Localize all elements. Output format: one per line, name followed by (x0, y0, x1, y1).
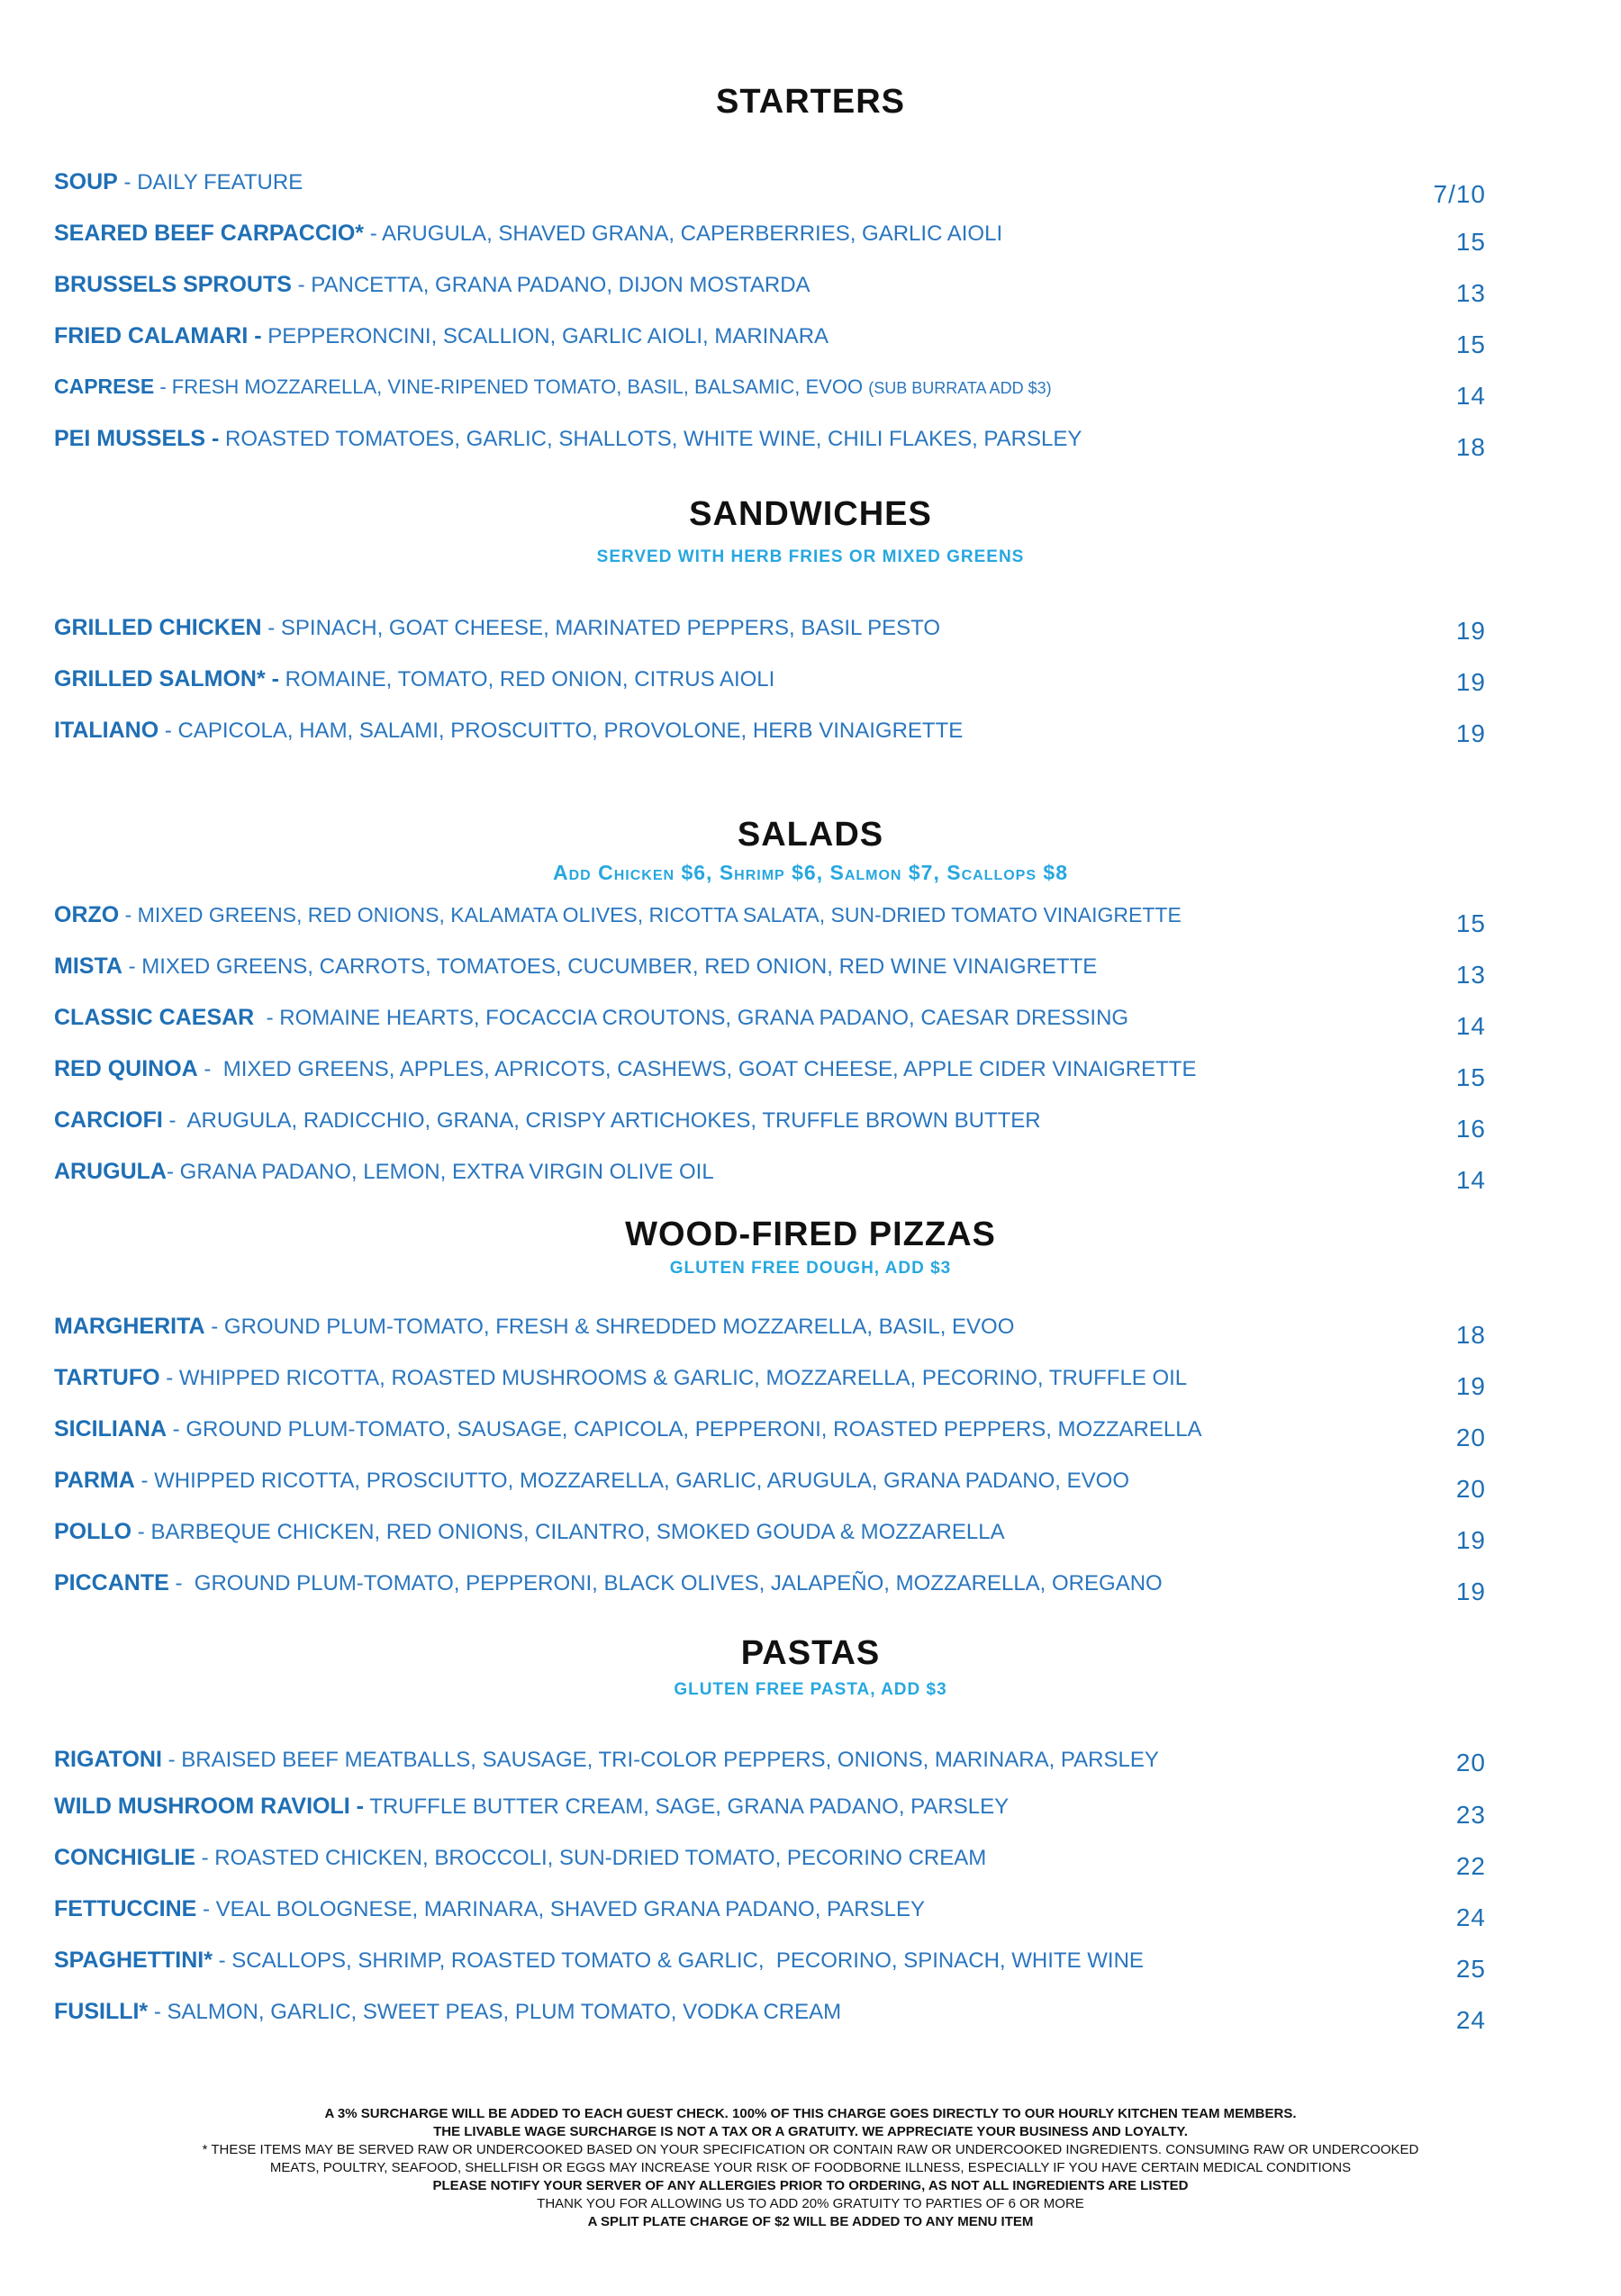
menu-item-red-quinoa (54, 1056, 1486, 1092)
item-price: 25 (1455, 1955, 1486, 1983)
item-price: 15 (1455, 330, 1486, 358)
menu-item-classic-caesar (54, 1005, 1486, 1041)
item-desc: - MIXED GREENS, CARROTS, TOMATOES, CUCUMBER, RED ONION, RED WINE VINAIGRETTE (122, 954, 1098, 979)
menu-item-italiano (54, 718, 1486, 754)
item-desc: - GRANA PADANO, LEMON, EXTRA VIRGIN OLIVE OIL (167, 1160, 714, 1184)
item-name: CONCHIGLIE (54, 1845, 195, 1870)
section-title-starters: STARTERS (716, 83, 905, 121)
gratuity-notice: THANK YOU FOR ALLOWING US TO ADD 20% GRATUITY TO PARTIES OF 6 OR MORE (537, 2196, 1084, 2211)
item-desc: - DAILY FEATURE (117, 170, 303, 194)
item-name: ARUGULA (54, 1159, 167, 1184)
item-price: 15 (1455, 1063, 1486, 1091)
item-name: BRUSSELS SPROUTS (54, 272, 292, 297)
item-price: 19 (1455, 1372, 1486, 1400)
menu-footer-notices (0, 2105, 1621, 2231)
section-title-pizzas: WOOD-FIRED PIZZAS (625, 1216, 996, 1253)
item-name: PARMA (54, 1468, 135, 1493)
menu-item-pollo (54, 1519, 1486, 1555)
item-note: (SUB BURRATA ADD $3) (868, 379, 1052, 397)
item-name: PEI MUSSELS - (54, 426, 220, 451)
menu-item-fusilli (54, 1999, 1486, 2035)
section-subtitle-sandwiches: SERVED WITH HERB FRIES OR MIXED GREENS (596, 547, 1025, 566)
item-price: 18 (1455, 433, 1486, 461)
item-price: 13 (1455, 279, 1486, 307)
item-name: SEARED BEEF CARPACCIO* (54, 221, 365, 246)
item-price: 16 (1455, 1115, 1486, 1143)
menu-item-seared-beef-carpaccio (54, 221, 1486, 257)
item-desc: - BRAISED BEEF MEATBALLS, SAUSAGE, TRI-COLOR PEPPERS, ONIONS, MARINARA, PARSLEY (161, 1748, 1159, 1772)
item-desc: - ARUGULA, RADICCHIO, GRANA, CRISPY ARTICHOKES, TRUFFLE BROWN BUTTER (162, 1108, 1041, 1133)
item-price: 19 (1455, 719, 1486, 747)
item-price: 20 (1455, 1475, 1486, 1503)
item-name: FUSILLI* (54, 1999, 149, 2024)
item-desc: - SCALLOPS, SHRIMP, ROASTED TOMATO & GARLIC, PECORINO, SPINACH, WHITE WINE (212, 1948, 1144, 1973)
item-desc: - GROUND PLUM-TOMATO, PEPPERONI, BLACK OLIVES, JALAPEÑO, MOZZARELLA, OREGANO (168, 1571, 1163, 1595)
menu-item-soup (54, 169, 1486, 208)
raw-food-warning: * THESE ITEMS MAY BE SERVED RAW OR UNDERCOOKED BASED ON YOUR SPECIFICATION OR CONTAIN RAW OR UNDERCOOKED INGREDIENTS. CONSUMING RAW OR UNDERCOOKED (202, 2142, 1419, 2157)
menu-item-piccante (54, 1570, 1486, 1606)
item-name: RIGATONI (54, 1747, 162, 1772)
item-name: CLASSIC CAESAR (54, 1005, 255, 1030)
item-desc: - MIXED GREENS, APPLES, APRICOTS, CASHEWS, GOAT CHEESE, APPLE CIDER VINAIGRETTE (197, 1057, 1197, 1081)
item-price: 24 (1455, 2006, 1486, 2034)
item-price: 19 (1455, 1577, 1486, 1605)
raw-food-warning-cont: MEATS, POULTRY, SEAFOOD, SHELLFISH OR EGGS MAY INCREASE YOUR RISK OF FOODBORNE ILLNESS, ESPECIALLY IF YOU HAVE CERTAIN MEDICAL CONDITIONS (269, 2160, 1352, 2175)
menu-item-tartufo (54, 1365, 1486, 1401)
item-name: CAPRESE (54, 375, 155, 398)
item-name: ITALIANO (54, 718, 159, 743)
item-desc: - PANCETTA, GRANA PADANO, DIJON MOSTARDA (291, 273, 810, 297)
item-desc: - BARBEQUE CHICKEN, RED ONIONS, CILANTRO, SMOKED GOUDA & MOZZARELLA (131, 1520, 1005, 1544)
section-title-pastas: PASTAS (740, 1634, 881, 1672)
menu-item-spaghettini (54, 1948, 1486, 1984)
item-price: 18 (1455, 1321, 1486, 1349)
surcharge-disclaimer: THE LIVABLE WAGE SURCHARGE IS NOT A TAX OR A GRATUITY. WE APPRECIATE YOUR BUSINESS AND LOYALTY. (433, 2124, 1188, 2139)
menu-item-wild-mushroom-ravioli (54, 1794, 1486, 1830)
item-name: WILD MUSHROOM RAVIOLI - (54, 1794, 364, 1819)
section-title-salads: SALADS (737, 816, 884, 854)
item-desc: - ROMAINE HEARTS, FOCACCIA CROUTONS, GRANA PADANO, CAESAR DRESSING (254, 1006, 1129, 1030)
allergy-notice: PLEASE NOTIFY YOUR SERVER OF ANY ALLERGIES PRIOR TO ORDERING, AS NOT ALL INGREDIENTS ARE LISTED (432, 2178, 1189, 2193)
menu-item-pei-mussels (54, 426, 1486, 462)
item-price: 14 (1455, 1166, 1486, 1194)
split-plate-notice: A SPLIT PLATE CHARGE OF $2 WILL BE ADDED TO ANY MENU ITEM (587, 2214, 1034, 2229)
menu-item-margherita (54, 1314, 1486, 1350)
item-name: FETTUCCINE (54, 1896, 197, 1921)
surcharge-notice: A 3% SURCHARGE WILL BE ADDED TO EACH GUEST CHECK. 100% OF THIS CHARGE GOES DIRECTLY TO OUR HOURLY KITCHEN TEAM MEMBERS. (324, 2106, 1297, 2121)
item-price: 14 (1455, 382, 1486, 410)
item-price: 19 (1455, 1526, 1486, 1554)
menu-item-caprese (54, 375, 1486, 411)
item-price: 13 (1455, 961, 1486, 989)
item-price: 19 (1455, 668, 1486, 696)
item-desc: ROMAINE, TOMATO, RED ONION, CITRUS AIOLI (279, 667, 775, 692)
item-desc: - SALMON, GARLIC, SWEET PEAS, PLUM TOMATO, VODKA CREAM (148, 2000, 842, 2024)
menu-item-mista (54, 954, 1486, 990)
menu-item-grilled-salmon (54, 666, 1486, 702)
item-desc: TRUFFLE BUTTER CREAM, SAGE, GRANA PADANO, PARSLEY (363, 1794, 1010, 1819)
section-subtitle-pastas: GLUTEN FREE PASTA, ADD $3 (674, 1680, 947, 1699)
item-price: 14 (1455, 1012, 1486, 1040)
menu-item-carciofi (54, 1107, 1486, 1143)
item-desc: PEPPERONCINI, SCALLION, GARLIC AIOLI, MARINARA (261, 324, 829, 348)
menu-item-brussels-sprouts (54, 272, 1486, 308)
item-price: 15 (1455, 909, 1486, 937)
menu-item-grilled-chicken (54, 615, 1486, 651)
item-price: 24 (1455, 1903, 1486, 1931)
section-title-sandwiches: SANDWICHES (689, 495, 932, 533)
item-price: 7/10 (1433, 180, 1486, 208)
menu-item-arugula (54, 1159, 1486, 1195)
item-desc: - GROUND PLUM-TOMATO, SAUSAGE, CAPICOLA, PEPPERONI, ROASTED PEPPERS, MOZZARELLA (167, 1417, 1202, 1442)
item-name: RED QUINOA (54, 1056, 198, 1081)
item-desc: ROASTED TOMATOES, GARLIC, SHALLOTS, WHITE WINE, CHILI FLAKES, PARSLEY (219, 427, 1082, 451)
item-name: TARTUFO (54, 1365, 160, 1390)
menu-item-siciliana (54, 1416, 1486, 1452)
menu-item-rigatoni (54, 1747, 1486, 1783)
item-name: SOUP (54, 169, 118, 194)
item-desc: - GROUND PLUM-TOMATO, FRESH & SHREDDED MOZZARELLA, BASIL, EVOO (204, 1315, 1015, 1339)
item-desc: - WHIPPED RICOTTA, PROSCIUTTO, MOZZARELLA, GARLIC, ARUGULA, GRANA PADANO, EVOO (134, 1469, 1129, 1493)
item-price: 23 (1455, 1801, 1486, 1829)
item-price: 15 (1455, 228, 1486, 256)
item-desc: - CAPICOLA, HAM, SALAMI, PROSCUITTO, PROVOLONE, HERB VINAIGRETTE (158, 719, 964, 743)
item-desc: - ARUGULA, SHAVED GRANA, CAPERBERRIES, GARLIC AIOLI (364, 221, 1003, 246)
item-name: MARGHERITA (54, 1314, 205, 1339)
item-price: 19 (1455, 617, 1486, 645)
section-subtitle-pizzas: GLUTEN FREE DOUGH, ADD $3 (669, 1259, 952, 1278)
item-name: MISTA (54, 954, 122, 979)
menu-item-fried-calamari (54, 323, 1486, 359)
item-price: 22 (1455, 1852, 1486, 1880)
item-desc: - FRESH MOZZARELLA, VINE-RIPENED TOMATO, BASIL, BALSAMIC, EVOO (154, 375, 869, 398)
item-name: POLLO (54, 1519, 132, 1544)
item-name: FRIED CALAMARI - (54, 323, 262, 348)
item-name: GRILLED SALMON* - (54, 666, 279, 692)
item-name: CARCIOFI (54, 1107, 163, 1133)
item-desc: - SPINACH, GOAT CHEESE, MARINATED PEPPERS, BASIL PESTO (261, 616, 941, 640)
item-desc: - WHIPPED RICOTTA, ROASTED MUSHROOMS & GARLIC, MOZZARELLA, PECORINO, TRUFFLE OIL (159, 1366, 1188, 1390)
item-desc: - ROASTED CHICKEN, BROCCOLI, SUN-DRIED TOMATO, PECORINO CREAM (195, 1846, 987, 1870)
menu-item-orzo (54, 902, 1486, 938)
item-desc: - MIXED GREENS, RED ONIONS, KALAMATA OLIVES, RICOTTA SALATA, SUN-DRIED TOMATO VINAIGRETTE (119, 903, 1182, 927)
item-price: 20 (1455, 1424, 1486, 1451)
menu-item-conchiglie (54, 1845, 1486, 1881)
item-price: 20 (1455, 1749, 1486, 1776)
menu-item-parma (54, 1468, 1486, 1504)
item-name: SICILIANA (54, 1416, 167, 1442)
item-name: SPAGHETTINI* (54, 1948, 213, 1973)
item-name: ORZO (54, 902, 120, 927)
menu-item-fettuccine (54, 1896, 1486, 1932)
item-name: PICCANTE (54, 1570, 169, 1595)
item-desc: - VEAL BOLOGNESE, MARINARA, SHAVED GRANA PADANO, PARSLEY (196, 1897, 925, 1921)
section-subtitle-salads: Add Chicken $6, Shrimp $6, Salmon $7, Scallops $8 (553, 861, 1068, 884)
item-name: GRILLED CHICKEN (54, 615, 262, 640)
